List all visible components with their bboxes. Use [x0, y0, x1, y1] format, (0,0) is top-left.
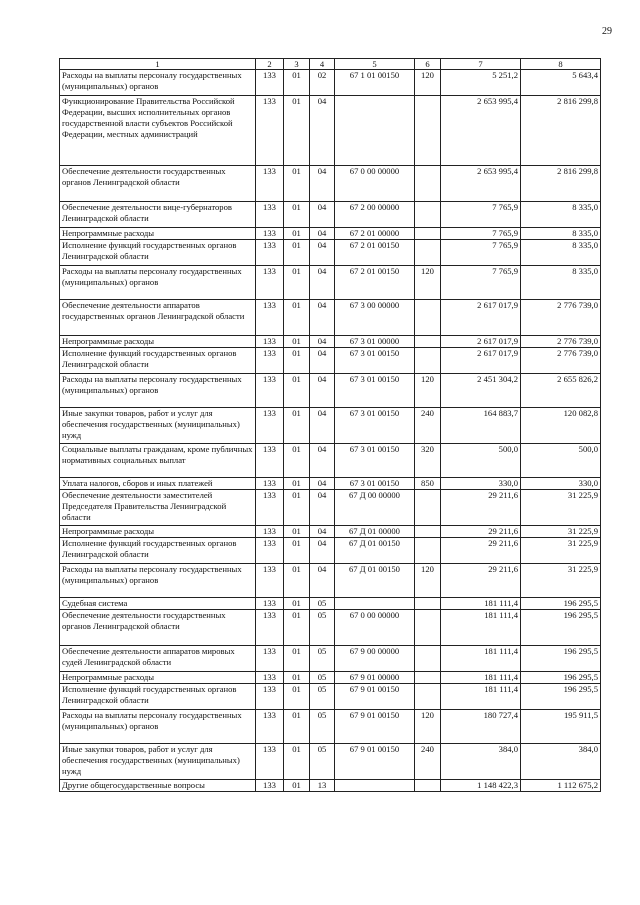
- row-csr-cell: 67 9 01 00150: [335, 744, 415, 780]
- row-code-cell: 133: [256, 780, 284, 792]
- row-subsection-cell: 04: [310, 166, 335, 202]
- row-vr-cell: [415, 646, 441, 672]
- table-row: [60, 70, 601, 96]
- row-subsection-cell: 04: [310, 408, 335, 444]
- row-value-2019-cell: 181 111,4: [441, 610, 521, 646]
- row-section-cell: 01: [284, 70, 310, 96]
- row-section-cell: 01: [284, 348, 310, 374]
- row-subsection-cell: 04: [310, 526, 335, 538]
- row-name-cell: Иные закупки товаров, работ и услуг для обеспечения государственных (муниципальных) нужд: [60, 408, 256, 444]
- row-vr-cell: [415, 96, 441, 166]
- row-code-cell: 133: [256, 70, 284, 96]
- row-value-2020-cell: 2 655 826,2: [521, 374, 601, 408]
- row-subsection-cell: 04: [310, 300, 335, 336]
- row-code-cell: 133: [256, 564, 284, 598]
- row-code-cell: 133: [256, 96, 284, 166]
- row-value-2020-cell: 8 335,0: [521, 266, 601, 300]
- row-csr-cell: 67 2 00 00000: [335, 202, 415, 228]
- row-csr-cell: 67 2 01 00150: [335, 240, 415, 266]
- row-value-2020-cell: 196 295,5: [521, 610, 601, 646]
- row-section-cell: 01: [284, 444, 310, 478]
- row-code-cell: 133: [256, 300, 284, 336]
- table-row: [60, 300, 601, 336]
- row-vr-cell: 320: [415, 444, 441, 478]
- table-row: [60, 336, 601, 348]
- row-value-2020-cell: 8 335,0: [521, 240, 601, 266]
- row-value-2020-cell: 384,0: [521, 744, 601, 780]
- table-row: [60, 374, 601, 408]
- row-section-cell: 01: [284, 610, 310, 646]
- row-csr-cell: 67 0 00 00000: [335, 166, 415, 202]
- row-value-2020-cell: 31 225,9: [521, 564, 601, 598]
- header-cell: 2: [256, 59, 284, 70]
- row-subsection-cell: 04: [310, 228, 335, 240]
- row-value-2019-cell: 1 148 422,3: [441, 780, 521, 792]
- row-vr-cell: 240: [415, 744, 441, 780]
- table-row: [60, 266, 601, 300]
- row-code-cell: 133: [256, 478, 284, 490]
- row-value-2020-cell: 2 816 299,8: [521, 96, 601, 166]
- table-row: [60, 96, 601, 166]
- table-row: [60, 408, 601, 444]
- row-code-cell: 133: [256, 684, 284, 710]
- row-code-cell: 133: [256, 710, 284, 744]
- row-code-cell: 133: [256, 490, 284, 526]
- row-code-cell: 133: [256, 610, 284, 646]
- table-row: [60, 610, 601, 646]
- row-vr-cell: [415, 684, 441, 710]
- row-value-2019-cell: 7 765,9: [441, 202, 521, 228]
- row-name-cell: Непрограммные расходы: [60, 526, 256, 538]
- row-csr-cell: 67 3 01 00000: [335, 336, 415, 348]
- row-vr-cell: 120: [415, 374, 441, 408]
- row-csr-cell: [335, 96, 415, 166]
- row-value-2020-cell: 2 816 299,8: [521, 166, 601, 202]
- row-code-cell: 133: [256, 744, 284, 780]
- row-value-2020-cell: 196 295,5: [521, 672, 601, 684]
- row-value-2019-cell: 500,0: [441, 444, 521, 478]
- row-value-2019-cell: 29 211,6: [441, 564, 521, 598]
- row-code-cell: 133: [256, 166, 284, 202]
- row-vr-cell: 120: [415, 266, 441, 300]
- row-subsection-cell: 05: [310, 710, 335, 744]
- row-subsection-cell: 13: [310, 780, 335, 792]
- row-value-2019-cell: 7 765,9: [441, 228, 521, 240]
- row-code-cell: 133: [256, 672, 284, 684]
- row-section-cell: 01: [284, 266, 310, 300]
- row-vr-cell: [415, 348, 441, 374]
- row-csr-cell: 67 9 00 00000: [335, 646, 415, 672]
- row-value-2019-cell: 2 617 017,9: [441, 336, 521, 348]
- row-value-2019-cell: 2 653 995,4: [441, 166, 521, 202]
- row-section-cell: 01: [284, 300, 310, 336]
- row-code-cell: 133: [256, 408, 284, 444]
- header-cell: 8: [521, 59, 601, 70]
- header-cell: 1: [60, 59, 256, 70]
- row-name-cell: Обеспечение деятельности аппаратов государственных органов Ленинградской области: [60, 300, 256, 336]
- header-cell: 5: [335, 59, 415, 70]
- row-code-cell: 133: [256, 228, 284, 240]
- row-value-2019-cell: 2 653 995,4: [441, 96, 521, 166]
- row-name-cell: Судебная система: [60, 598, 256, 610]
- row-csr-cell: [335, 598, 415, 610]
- row-vr-cell: 240: [415, 408, 441, 444]
- row-csr-cell: [335, 780, 415, 792]
- row-code-cell: 133: [256, 336, 284, 348]
- row-value-2020-cell: 196 295,5: [521, 646, 601, 672]
- row-value-2019-cell: 29 211,6: [441, 538, 521, 564]
- row-code-cell: 133: [256, 538, 284, 564]
- row-vr-cell: 120: [415, 70, 441, 96]
- row-value-2019-cell: 181 111,4: [441, 646, 521, 672]
- row-section-cell: 01: [284, 490, 310, 526]
- row-csr-cell: 67 3 01 00150: [335, 408, 415, 444]
- header-cell: 4: [310, 59, 335, 70]
- row-name-cell: Обеспечение деятельности заместителей Председателя Правительства Ленинградской области: [60, 490, 256, 526]
- row-value-2020-cell: 195 911,5: [521, 710, 601, 744]
- row-subsection-cell: 04: [310, 336, 335, 348]
- table-row: [60, 710, 601, 744]
- row-csr-cell: 67 Д 01 00000: [335, 526, 415, 538]
- row-csr-cell: 67 1 01 00150: [335, 70, 415, 96]
- row-csr-cell: 67 3 00 00000: [335, 300, 415, 336]
- row-section-cell: 01: [284, 598, 310, 610]
- row-value-2019-cell: 29 211,6: [441, 490, 521, 526]
- row-csr-cell: 67 3 01 00150: [335, 444, 415, 478]
- row-section-cell: 01: [284, 710, 310, 744]
- row-name-cell: Исполнение функций государственных органов Ленинградской области: [60, 684, 256, 710]
- row-value-2019-cell: 5 251,2: [441, 70, 521, 96]
- row-name-cell: Обеспечение деятельности вице-губернаторов Ленинградской области: [60, 202, 256, 228]
- row-csr-cell: 67 0 00 00000: [335, 610, 415, 646]
- row-code-cell: 133: [256, 444, 284, 478]
- row-value-2020-cell: 2 776 739,0: [521, 348, 601, 374]
- row-subsection-cell: 04: [310, 478, 335, 490]
- row-name-cell: Уплата налогов, сборов и иных платежей: [60, 478, 256, 490]
- row-csr-cell: 67 2 01 00000: [335, 228, 415, 240]
- row-code-cell: 133: [256, 598, 284, 610]
- table-row: [60, 598, 601, 610]
- table-row: [60, 240, 601, 266]
- row-name-cell: Расходы на выплаты персоналу государственных (муниципальных) органов: [60, 710, 256, 744]
- row-csr-cell: 67 Д 01 00150: [335, 538, 415, 564]
- row-name-cell: Другие общегосударственные вопросы: [60, 780, 256, 792]
- row-value-2020-cell: 500,0: [521, 444, 601, 478]
- row-vr-cell: [415, 166, 441, 202]
- table-row: [60, 744, 601, 780]
- row-name-cell: Социальные выплаты гражданам, кроме публичных нормативных социальных выплат: [60, 444, 256, 478]
- row-vr-cell: [415, 228, 441, 240]
- table-row: [60, 166, 601, 202]
- row-subsection-cell: 04: [310, 490, 335, 526]
- row-name-cell: Функционирование Правительства Российской Федерации, высших исполнительных органов государственной власти субъектов Российской Федерации, местных администраций: [60, 96, 256, 166]
- table-row: [60, 646, 601, 672]
- row-csr-cell: 67 Д 00 00000: [335, 490, 415, 526]
- row-section-cell: 01: [284, 202, 310, 228]
- row-name-cell: Исполнение функций государственных органов Ленинградской области: [60, 538, 256, 564]
- table-row: [60, 564, 601, 598]
- row-name-cell: Непрограммные расходы: [60, 672, 256, 684]
- row-subsection-cell: 05: [310, 744, 335, 780]
- table-row: [60, 444, 601, 478]
- table-row: [60, 478, 601, 490]
- row-subsection-cell: 02: [310, 70, 335, 96]
- row-value-2019-cell: 330,0: [441, 478, 521, 490]
- row-value-2019-cell: 181 111,4: [441, 598, 521, 610]
- row-subsection-cell: 04: [310, 240, 335, 266]
- row-value-2020-cell: 196 295,5: [521, 598, 601, 610]
- row-name-cell: Расходы на выплаты персоналу государственных (муниципальных) органов: [60, 374, 256, 408]
- row-value-2019-cell: 181 111,4: [441, 672, 521, 684]
- row-csr-cell: 67 9 01 00150: [335, 684, 415, 710]
- row-name-cell: Обеспечение деятельности аппаратов мировых судей Ленинградской области: [60, 646, 256, 672]
- row-section-cell: 01: [284, 166, 310, 202]
- row-section-cell: 01: [284, 96, 310, 166]
- row-subsection-cell: 04: [310, 266, 335, 300]
- row-csr-cell: 67 2 01 00150: [335, 266, 415, 300]
- row-name-cell: Непрограммные расходы: [60, 336, 256, 348]
- table-row: [60, 672, 601, 684]
- header-cell: 7: [441, 59, 521, 70]
- row-value-2020-cell: 31 225,9: [521, 490, 601, 526]
- row-section-cell: 01: [284, 684, 310, 710]
- row-csr-cell: 67 Д 01 00150: [335, 564, 415, 598]
- row-value-2019-cell: 2 617 017,9: [441, 348, 521, 374]
- row-code-cell: 133: [256, 202, 284, 228]
- row-subsection-cell: 05: [310, 646, 335, 672]
- row-subsection-cell: 04: [310, 538, 335, 564]
- row-csr-cell: 67 3 01 00150: [335, 348, 415, 374]
- row-csr-cell: 67 3 01 00150: [335, 478, 415, 490]
- row-value-2019-cell: 29 211,6: [441, 526, 521, 538]
- row-section-cell: 01: [284, 780, 310, 792]
- row-name-cell: Обеспечение деятельности государственных органов Ленинградской области: [60, 610, 256, 646]
- row-value-2020-cell: 196 295,5: [521, 684, 601, 710]
- row-code-cell: 133: [256, 240, 284, 266]
- row-code-cell: 133: [256, 374, 284, 408]
- row-value-2019-cell: 384,0: [441, 744, 521, 780]
- row-name-cell: Непрограммные расходы: [60, 228, 256, 240]
- row-value-2020-cell: 2 776 739,0: [521, 300, 601, 336]
- row-subsection-cell: 05: [310, 610, 335, 646]
- row-code-cell: 133: [256, 348, 284, 374]
- row-value-2020-cell: 31 225,9: [521, 538, 601, 564]
- row-value-2019-cell: 2 617 017,9: [441, 300, 521, 336]
- row-csr-cell: 67 9 01 00000: [335, 672, 415, 684]
- row-section-cell: 01: [284, 336, 310, 348]
- budget-table: [59, 58, 601, 792]
- row-csr-cell: 67 9 01 00150: [335, 710, 415, 744]
- row-vr-cell: [415, 240, 441, 266]
- row-value-2019-cell: 7 765,9: [441, 240, 521, 266]
- row-name-cell: Обеспечение деятельности государственных органов Ленинградской области: [60, 166, 256, 202]
- row-subsection-cell: 04: [310, 374, 335, 408]
- row-vr-cell: [415, 202, 441, 228]
- row-vr-cell: [415, 780, 441, 792]
- page-number: 29: [602, 26, 612, 37]
- row-subsection-cell: 04: [310, 202, 335, 228]
- row-name-cell: Расходы на выплаты персоналу государственных (муниципальных) органов: [60, 70, 256, 96]
- row-subsection-cell: 04: [310, 564, 335, 598]
- table-row: [60, 490, 601, 526]
- row-section-cell: 01: [284, 672, 310, 684]
- row-subsection-cell: 04: [310, 348, 335, 374]
- table-row: [60, 538, 601, 564]
- row-value-2020-cell: 1 112 675,2: [521, 780, 601, 792]
- row-subsection-cell: 04: [310, 444, 335, 478]
- row-value-2020-cell: 330,0: [521, 478, 601, 490]
- row-value-2019-cell: 181 111,4: [441, 684, 521, 710]
- row-section-cell: 01: [284, 646, 310, 672]
- row-value-2019-cell: 164 883,7: [441, 408, 521, 444]
- row-code-cell: 133: [256, 266, 284, 300]
- row-vr-cell: 120: [415, 564, 441, 598]
- row-vr-cell: [415, 610, 441, 646]
- row-subsection-cell: 05: [310, 672, 335, 684]
- row-vr-cell: [415, 598, 441, 610]
- row-vr-cell: [415, 538, 441, 564]
- row-value-2020-cell: 5 643,4: [521, 70, 601, 96]
- row-vr-cell: [415, 526, 441, 538]
- table-row: [60, 780, 601, 792]
- row-section-cell: 01: [284, 564, 310, 598]
- header-cell: 6: [415, 59, 441, 70]
- row-value-2019-cell: 180 727,4: [441, 710, 521, 744]
- row-section-cell: 01: [284, 744, 310, 780]
- row-vr-cell: [415, 336, 441, 348]
- row-section-cell: 01: [284, 526, 310, 538]
- row-value-2020-cell: 31 225,9: [521, 526, 601, 538]
- row-value-2019-cell: 2 451 304,2: [441, 374, 521, 408]
- row-subsection-cell: 05: [310, 684, 335, 710]
- row-name-cell: Расходы на выплаты персоналу государственных (муниципальных) органов: [60, 564, 256, 598]
- row-name-cell: Расходы на выплаты персоналу государственных (муниципальных) органов: [60, 266, 256, 300]
- row-csr-cell: 67 3 01 00150: [335, 374, 415, 408]
- row-subsection-cell: 04: [310, 96, 335, 166]
- row-value-2020-cell: 2 776 739,0: [521, 336, 601, 348]
- row-value-2020-cell: 8 335,0: [521, 202, 601, 228]
- row-code-cell: 133: [256, 526, 284, 538]
- table-header-row: [60, 59, 601, 70]
- row-section-cell: 01: [284, 228, 310, 240]
- row-section-cell: 01: [284, 240, 310, 266]
- row-name-cell: Исполнение функций государственных органов Ленинградской области: [60, 348, 256, 374]
- row-section-cell: 01: [284, 538, 310, 564]
- row-section-cell: 01: [284, 374, 310, 408]
- row-vr-cell: [415, 672, 441, 684]
- table-row: [60, 348, 601, 374]
- row-section-cell: 01: [284, 408, 310, 444]
- row-name-cell: Иные закупки товаров, работ и услуг для обеспечения государственных (муниципальных) нужд: [60, 744, 256, 780]
- row-vr-cell: [415, 490, 441, 526]
- row-value-2019-cell: 7 765,9: [441, 266, 521, 300]
- row-name-cell: Исполнение функций государственных органов Ленинградской области: [60, 240, 256, 266]
- table-row: [60, 228, 601, 240]
- row-subsection-cell: 05: [310, 598, 335, 610]
- table-row: [60, 526, 601, 538]
- row-vr-cell: 850: [415, 478, 441, 490]
- header-cell: 3: [284, 59, 310, 70]
- row-code-cell: 133: [256, 646, 284, 672]
- table-row: [60, 202, 601, 228]
- table-row: [60, 684, 601, 710]
- row-vr-cell: [415, 300, 441, 336]
- row-value-2020-cell: 120 082,8: [521, 408, 601, 444]
- row-section-cell: 01: [284, 478, 310, 490]
- row-vr-cell: 120: [415, 710, 441, 744]
- row-value-2020-cell: 8 335,0: [521, 228, 601, 240]
